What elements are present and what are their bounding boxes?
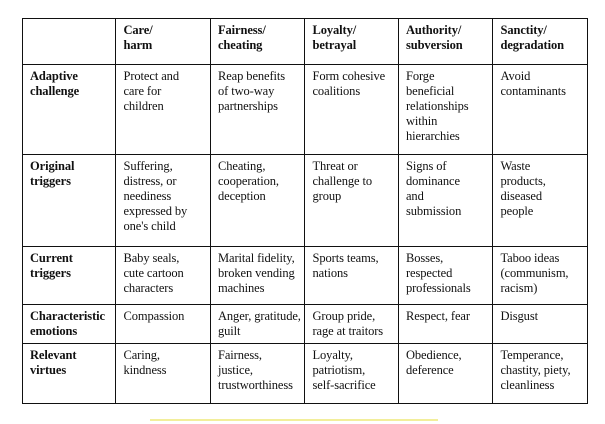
table-row-current-triggers: [23, 247, 588, 305]
header-row: [23, 19, 588, 65]
table-row-characteristic-emotions: [23, 305, 588, 344]
cell-virtues-care: Caring, kindness: [116, 344, 211, 404]
moral-foundations-table: [22, 18, 588, 404]
column-header-authority: Authority/ subversion: [398, 19, 493, 65]
row-header-relevant-virtues: Relevant virtues: [23, 344, 116, 404]
cell-original-loyalty: Threat or challenge to group: [305, 155, 398, 247]
table-row-relevant-virtues: [23, 344, 588, 404]
cell-emotions-care: Compassion: [116, 305, 211, 344]
row-header-adaptive-challenge: Adaptive challenge: [23, 65, 116, 155]
cell-emotions-authority: Respect, fear: [398, 305, 493, 344]
row-header-current-triggers: Current triggers: [23, 247, 116, 305]
column-header-sanctity: Sanctity/ degradation: [493, 19, 588, 65]
cell-emotions-fairness: Anger, gratitude, guilt: [210, 305, 305, 344]
column-header-fairness: Fairness/ cheating: [210, 19, 305, 65]
column-header-care: Care/ harm: [116, 19, 211, 65]
cell-original-fairness: Cheating, cooperation, deception: [210, 155, 305, 247]
row-header-characteristic-emotions: Characteristic emotions: [23, 305, 116, 344]
cell-virtues-loyalty: Loyalty, patriotism, self-sacrifice: [305, 344, 398, 404]
cell-current-fairness: Marital fidelity, broken vending machines: [210, 247, 305, 305]
cell-original-sanctity: Waste products, diseased people: [493, 155, 588, 247]
row-header-original-triggers: Original triggers: [23, 155, 116, 247]
table-row-adaptive-challenge: [23, 65, 588, 155]
cell-original-authority: Signs of dominance and submission: [398, 155, 493, 247]
cell-emotions-loyalty: Group pride, rage at traitors: [305, 305, 398, 344]
corner-cell: [23, 19, 116, 65]
cell-adaptive-sanctity: Avoid contaminants: [493, 65, 588, 155]
cell-virtues-sanctity: Temperance, chastity, piety, cleanliness: [493, 344, 588, 404]
cell-current-care: Baby seals, cute cartoon characters: [116, 247, 211, 305]
cell-adaptive-fairness: Reap benefits of two-way partnerships: [210, 65, 305, 155]
cell-emotions-sanctity: Disgust: [493, 305, 588, 344]
cell-original-care: Suffering, distress, or neediness expressed by one's child: [116, 155, 211, 247]
cell-adaptive-loyalty: Form cohesive coalitions: [305, 65, 398, 155]
cell-virtues-authority: Obedience, deference: [398, 344, 493, 404]
cell-adaptive-authority: Forge beneficial relationships within hierarchies: [398, 65, 493, 155]
cell-current-authority: Bosses, respected professionals: [398, 247, 493, 305]
cell-adaptive-care: Protect and care for children: [116, 65, 211, 155]
cell-virtues-fairness: Fairness, justice, trustworthiness: [210, 344, 305, 404]
column-header-loyalty: Loyalty/ betrayal: [305, 19, 398, 65]
cell-current-sanctity: Taboo ideas (communism, racism): [493, 247, 588, 305]
cell-current-loyalty: Sports teams, nations: [305, 247, 398, 305]
highlight-underline: [150, 419, 438, 421]
table-row-original-triggers: [23, 155, 588, 247]
